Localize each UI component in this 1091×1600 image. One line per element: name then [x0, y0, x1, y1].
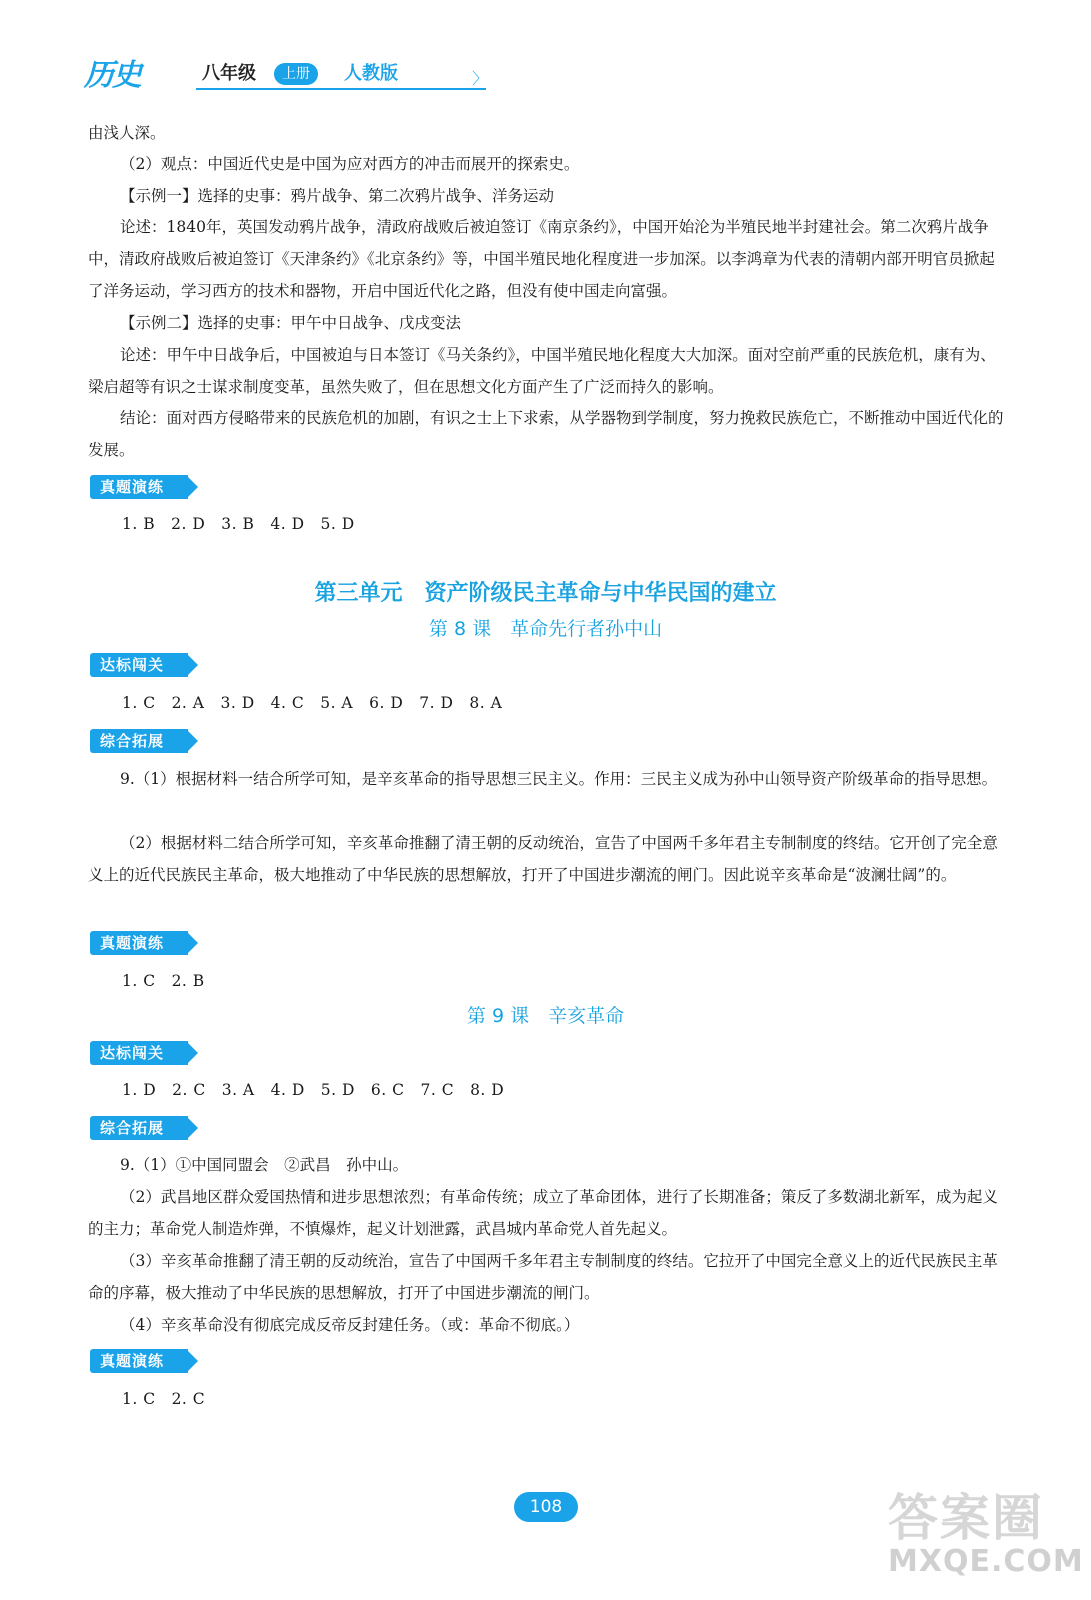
tag-label: 达标闯关	[100, 1044, 165, 1062]
arrow-right-icon	[186, 931, 198, 955]
book-header	[84, 58, 489, 94]
edition-label: 人教版	[344, 63, 398, 84]
paragraph: 论述：甲午中日战争后，中国被迫与日本签订《马关条约》，中国半殖民地化程度大大加深。面对空前严重的民族危机，康有为、梁启超等有识之士谋求制度变革，虽然失败了，但在思想文化方面产生了广泛而持久的影响。	[88, 346, 996, 396]
tag-label: 达标闯关	[100, 656, 165, 674]
arrow-right-icon	[186, 1041, 198, 1065]
text-line: 由浅人深。	[88, 124, 166, 142]
paragraph: 9.（1）根据材料一结合所学可知，是辛亥革命的指导思想三民主义。作用：三民主义成为孙中山领导资产阶级革命的指导思想。	[120, 770, 998, 788]
watermark-logo: 答案圈	[888, 1489, 1044, 1547]
watermark	[888, 1478, 1084, 1588]
answer-line: 1. C 2. B	[122, 972, 205, 990]
grade-label: 八年级	[202, 63, 256, 84]
answer-line: 1. D 2. C 3. A 4. D 5. D 6. C 7. C 8. D	[122, 1081, 505, 1099]
chevron-right-icon: 〉	[472, 69, 489, 88]
arrow-right-icon	[186, 1116, 198, 1140]
answer-line: 1. B 2. D 3. B 4. D 5. D	[122, 515, 355, 533]
tag-label: 真题演练	[100, 1352, 165, 1370]
tag-label: 真题演练	[100, 934, 165, 952]
section-tag-zhenti	[90, 931, 202, 955]
text-line: （2）观点：中国近代史是中国为应对西方的冲击而展开的探索史。	[120, 155, 580, 173]
tag-label: 综合拓展	[100, 1119, 165, 1137]
watermark-url: MXQE.COM	[888, 1544, 1084, 1579]
tag-label: 综合拓展	[100, 732, 165, 750]
paragraph: （2）根据材料二结合所学可知，辛亥革命推翻了清王朝的反动统治，宣告了中国两千多年君主专制制度的终结。它开创了完全意义上的近代民族民主革命，极大地推动了中华民族的思想解放，打开了中国进步潮流的闸门。因此说辛亥革命是“波澜壮阔”的。	[88, 834, 998, 884]
arrow-right-icon	[186, 653, 198, 677]
arrow-right-icon	[186, 475, 198, 499]
arrow-right-icon	[186, 729, 198, 753]
answer-line: 1. C 2. A 3. D 4. C 5. A 6. D 7. D 8. A	[122, 694, 503, 712]
text-line: 【示例一】选择的史事：鸦片战争、第二次鸦片战争、洋务运动	[120, 187, 555, 205]
paragraph: （2）武昌地区群众爱国热情和进步思想浓烈；有革命传统；成立了革命团体，进行了长期准备；策反了多数湖北新军，成为起义的主力；革命党人制造炸弹，不慎爆炸，起义计划泄露，武昌城内革命党人首先起义。	[88, 1188, 998, 1238]
text-line: （4）辛亥革命没有彻底完成反帝反封建任务。（或：革命不彻底。）	[120, 1316, 580, 1334]
paragraph: 结论：面对西方侵略带来的民族危机的加剧，有识之士上下求索，从学器物到学制度，努力挽救民族危亡，不断推动中国近代化的发展。	[88, 409, 1004, 459]
paragraph: （3）辛亥革命推翻了清王朝的反动统治，宣告了中国两千多年君主专制制度的终结。它拉开了中国完全意义上的近代民族民主革命的序幕，极大推动了中华民族的思想解放，打开了中国进步潮流的闸门。	[88, 1252, 998, 1302]
section-tag-zhenti	[90, 475, 202, 499]
volume-badge: 上册	[274, 63, 318, 85]
lesson-title: 第 9 课 辛亥革命	[466, 1005, 625, 1027]
answer-line: 1. C 2. C	[122, 1390, 206, 1408]
section-tag-zonghe	[90, 1116, 202, 1140]
paragraph: 论述：1840年，英国发动鸦片战争，清政府战败后被迫签订《南京条约》，中国开始沦为半殖民地半封建社会。第二次鸦片战争中，清政府战败后被迫签订《天津条约》《北京条约》等，中国半殖民地化程度进一步加深。以李鸿章为代表的清朝内部开明官员掀起了洋务运动，学习西方的技术和器物，开启中国近代化之路，但没有使中国走向富强。	[88, 218, 995, 300]
section-tag-zonghe	[90, 729, 202, 753]
tag-label: 真题演练	[100, 478, 165, 496]
page-number: 108	[514, 1492, 578, 1522]
text-line: 【示例二】选择的史事：甲午中日战争、戊戌变法	[120, 314, 462, 332]
unit-title: 第三单元 资产阶级民主革命与中华民国的建立	[314, 581, 777, 606]
section-tag-dabiao	[90, 653, 202, 677]
lesson-title: 第 8 课 革命先行者孙中山	[428, 618, 663, 640]
arrow-right-icon	[186, 1349, 198, 1373]
text-line: 9.（1）①中国同盟会 ②武昌 孙中山。	[120, 1156, 409, 1174]
section-tag-dabiao	[90, 1041, 202, 1065]
header-rule	[196, 88, 486, 90]
section-tag-zhenti	[90, 1349, 202, 1373]
brand-logo: 历史	[84, 58, 140, 93]
